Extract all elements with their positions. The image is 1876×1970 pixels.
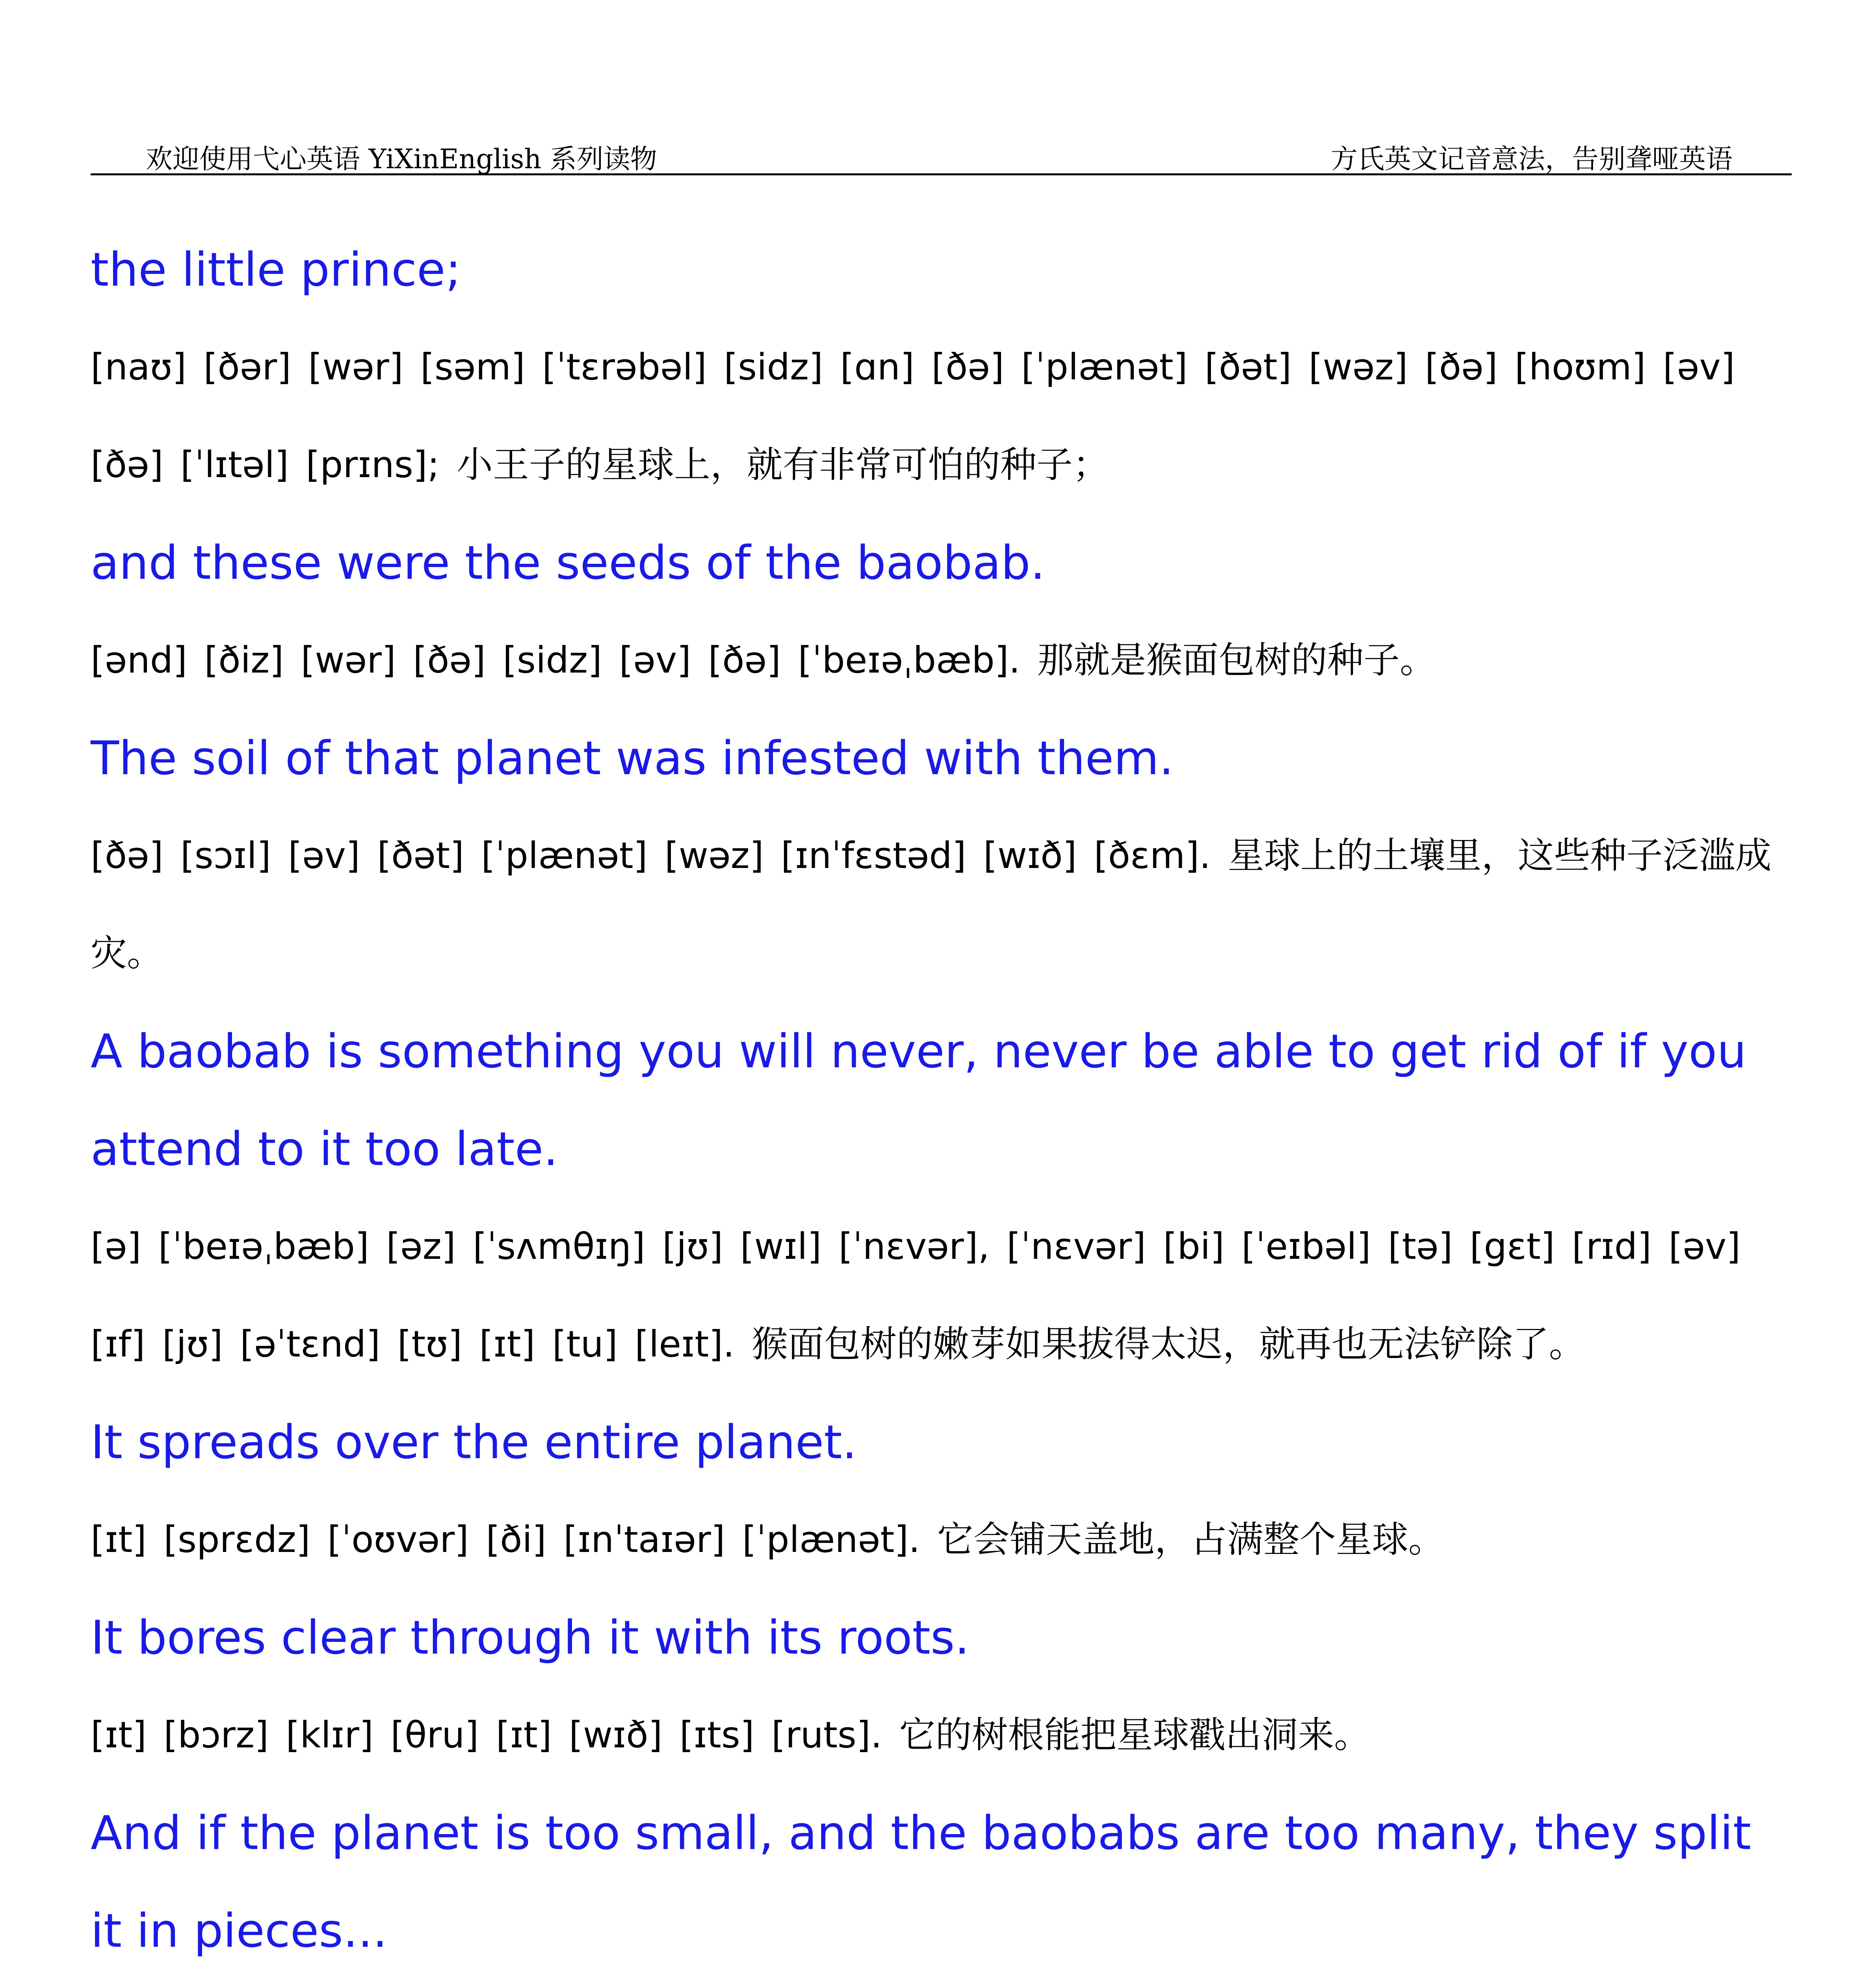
- chinese-translation: 那就是猴面包树的种子。: [1037, 639, 1436, 681]
- english-line: The soil of that planet was infested with them.: [91, 731, 1174, 785]
- english-line: It bores clear through it with its roots.: [91, 1610, 970, 1665]
- english-line: It spreads over the entire planet.: [91, 1415, 857, 1469]
- phonetic-line: [91, 318, 1792, 514]
- page-content: [91, 221, 1792, 1970]
- header-right: 方氏英文记音意法，告别聋哑英语: [1330, 144, 1733, 175]
- phonetic-text: [ɪt] [sprɛdz] [ˈoʊvər] [ði] [ɪnˈtaɪər] [ˈplænət].: [91, 1518, 920, 1561]
- page-header: [91, 138, 1792, 175]
- phonetic-line: [91, 1686, 1792, 1784]
- english-line: and these were the seeds of the baobab.: [91, 535, 1046, 590]
- chinese-translation: 星球上的土壤里，这些种子泛滥成灾。: [91, 834, 1772, 974]
- phonetic-text: [ə] [ˈbeɪəˌbæb] [əz] [ˈsʌmθɪŋ] [jʊ] [wɪl] [ˈnɛvər], [ˈnɛvər] [bi] [ˈeɪbəl] [tə] [gɛt] [rɪd] [əv] [ɪf] [jʊ] [əˈtɛnd] [tʊ] [ɪt] [tu] [leɪt].: [91, 1225, 1741, 1365]
- phonetic-line: [91, 1198, 1792, 1393]
- english-line: the little prince;: [91, 242, 461, 297]
- english-line: A baobab is something you will never, never be able to get rid of if you attend to it too late.: [91, 1024, 1747, 1176]
- phonetic-text: [ðə] [sɔɪl] [əv] [ðət] [ˈplænət] [wəz] [ɪnˈfɛstəd] [wɪð] [ðɛm].: [91, 834, 1211, 877]
- chinese-translation: 它会铺天盖地，占满整个星球。: [937, 1518, 1445, 1561]
- phonetic-text: [naʊ] [ðər] [wər] [səm] [ˈtɛrəbəl] [sidz] [ɑn] [ðə] [ˈplænət] [ðət] [wəz] [ðə] [hoʊm] [əv] [ðə] [ˈlɪtəl] [prɪns];: [91, 346, 1735, 486]
- chinese-translation: 小王子的星球上，就有非常可怕的种子；: [456, 444, 1109, 486]
- header-left: 欢迎使用弋心英语 YiXinEnglish 系列读物: [146, 144, 657, 175]
- phonetic-line: [91, 1491, 1792, 1589]
- phonetic-text: [ənd] [ðiz] [wər] [ðə] [sidz] [əv] [ðə] [ˈbeɪəˌbæb].: [91, 639, 1020, 681]
- english-line: And if the planet is too small, and the baobabs are too many, they split it in pieces...: [91, 1806, 1752, 1958]
- chinese-translation: 它的树根能把星球戳出洞来。: [899, 1714, 1371, 1756]
- phonetic-line: [91, 611, 1792, 709]
- chinese-translation: 猴面包树的嫩芽如果拔得太迟，就再也无法铲除了。: [751, 1323, 1585, 1365]
- phonetic-text: [ɪt] [bɔrz] [klɪr] [θru] [ɪt] [wɪð] [ɪts] [ruts].: [91, 1714, 882, 1756]
- phonetic-line: [91, 807, 1792, 1002]
